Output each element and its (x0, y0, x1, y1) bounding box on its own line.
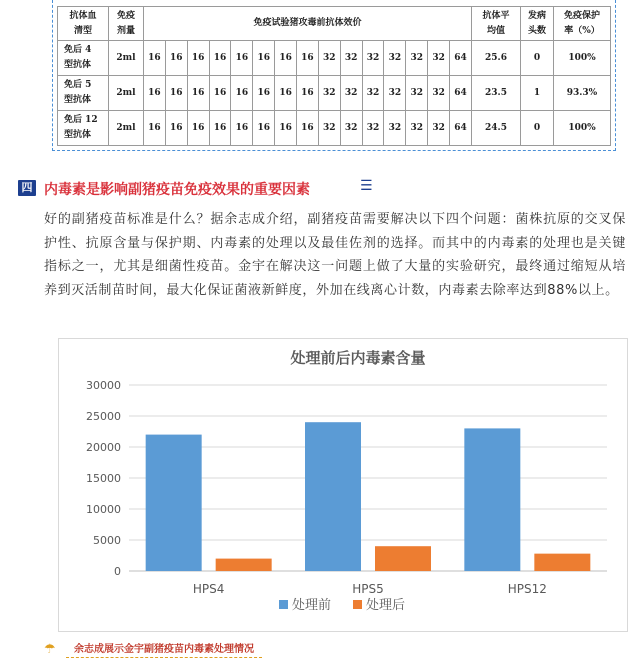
header-avg: 抗体平 均值 (472, 7, 521, 41)
table-header-row (58, 7, 611, 41)
x-tick-label: HPS5 (352, 582, 384, 596)
titer-cell: 64 (450, 111, 472, 146)
titer-cell: 16 (297, 111, 319, 146)
row-sick-count: 0 (521, 111, 554, 146)
legend-swatch (279, 600, 288, 609)
row-sick-count: 0 (521, 41, 554, 76)
titer-cell: 16 (187, 111, 209, 146)
titer-cell: 32 (318, 41, 340, 76)
row-dose: 2ml (109, 41, 144, 76)
list-icon: ☰ (360, 178, 373, 194)
chart-svg (59, 339, 627, 631)
titer-cell: 32 (406, 111, 428, 146)
titer-cell: 16 (187, 76, 209, 111)
titer-cell: 16 (144, 41, 166, 76)
chart-title: 处理前后内毒素含量 (290, 349, 426, 367)
titer-cell: 16 (144, 111, 166, 146)
header-titer: 免疫试验猪攻毒前抗体效价 (144, 7, 472, 41)
titer-cell: 32 (384, 76, 406, 111)
titer-cell: 32 (406, 41, 428, 76)
row-dose: 2ml (109, 76, 144, 111)
titer-cell: 16 (209, 76, 231, 111)
titer-cell: 32 (340, 41, 362, 76)
header-rate: 免疫保护 率（%） (554, 7, 611, 41)
image-caption: 余志成展示金宇副猪疫苗内毒素处理情况 (66, 638, 262, 658)
table-row (58, 76, 611, 111)
table-row (58, 41, 611, 76)
titer-cell: 32 (406, 76, 428, 111)
bar (375, 546, 431, 571)
titer-cell: 32 (340, 76, 362, 111)
titer-cell: 32 (318, 111, 340, 146)
y-tick-label: 20000 (86, 441, 121, 454)
row-group-name: 免后 12 型抗体 (58, 111, 109, 146)
header-sick: 发病 头数 (521, 7, 554, 41)
titer-cell: 16 (253, 76, 275, 111)
titer-cell: 16 (275, 76, 297, 111)
titer-cell: 64 (450, 76, 472, 111)
titer-cell: 32 (362, 111, 384, 146)
titer-cell: 32 (362, 76, 384, 111)
titer-cell: 32 (318, 76, 340, 111)
titer-cell: 16 (253, 41, 275, 76)
umbrella-icon: ☂ (44, 642, 56, 657)
antibody-table-frame (52, 0, 616, 151)
antibody-titer-table (57, 6, 611, 146)
section-title: 内毒素是影响副猪疫苗免疫效果的重要因素 (44, 182, 310, 198)
titer-cell: 16 (209, 111, 231, 146)
endotoxin-chart (58, 338, 628, 632)
titer-cell: 32 (362, 41, 384, 76)
body-paragraph: 好的副猪疫苗标准是什么？据余志成介绍，副猪疫苗需要解决以下四个问题：菌株抗原的交叉保护性、抗原含量与保护期、内毒素的处理以及最佳佐剂的选择。而其中的内毒素的处理也是关键指标之一，尤其是细菌性疫苗。金宇在解决这一问题上做了大量的实验研究，最终通过缩短从培养到灭活制苗时间，最大化保证菌液新鲜度，外加在线离心计数，内毒素去除率达到88%以上。 (44, 212, 626, 298)
titer-cell: 16 (165, 41, 187, 76)
titer-cell: 16 (209, 41, 231, 76)
row-protection-rate: 93.3% (554, 76, 611, 111)
row-group-name: 免后 4 型抗体 (58, 41, 109, 76)
titer-cell: 32 (428, 111, 450, 146)
titer-cell: 16 (297, 41, 319, 76)
bar (146, 435, 202, 571)
y-tick-label: 30000 (86, 379, 121, 392)
row-average: 25.6 (472, 41, 521, 76)
row-group-name: 免后 5 型抗体 (58, 76, 109, 111)
titer-cell: 32 (340, 111, 362, 146)
legend-label: 处理后 (366, 598, 406, 613)
section-number-badge: 四 (18, 180, 36, 196)
x-tick-label: HPS12 (507, 582, 547, 596)
header-group: 抗体血 清型 (58, 7, 109, 41)
row-dose: 2ml (109, 111, 144, 146)
titer-cell: 16 (231, 111, 253, 146)
legend-swatch (353, 600, 362, 609)
titer-cell: 32 (384, 111, 406, 146)
titer-cell: 32 (428, 76, 450, 111)
titer-cell: 16 (187, 41, 209, 76)
titer-cell: 16 (144, 76, 166, 111)
y-tick-label: 25000 (86, 410, 121, 423)
titer-cell: 16 (231, 76, 253, 111)
titer-cell: 32 (384, 41, 406, 76)
titer-cell: 16 (165, 76, 187, 111)
legend-label: 处理前 (292, 598, 332, 613)
bar (464, 428, 520, 571)
y-tick-label: 5000 (93, 534, 121, 547)
titer-cell: 64 (450, 41, 472, 76)
titer-cell: 16 (275, 111, 297, 146)
titer-cell: 16 (165, 111, 187, 146)
table-row (58, 111, 611, 146)
row-protection-rate: 100% (554, 41, 611, 76)
y-tick-label: 0 (114, 565, 121, 578)
x-tick-label: HPS4 (192, 582, 225, 596)
titer-cell: 16 (231, 41, 253, 76)
row-average: 24.5 (472, 111, 521, 146)
titer-cell: 16 (297, 76, 319, 111)
header-dose: 免疫 剂量 (109, 7, 144, 41)
row-sick-count: 1 (521, 76, 554, 111)
titer-cell: 32 (428, 41, 450, 76)
bar (305, 422, 361, 571)
titer-cell: 16 (275, 41, 297, 76)
titer-cell: 16 (253, 111, 275, 146)
y-tick-label: 15000 (86, 472, 121, 485)
row-protection-rate: 100% (554, 111, 611, 146)
bar (216, 559, 272, 571)
y-tick-label: 10000 (86, 503, 121, 516)
row-average: 23.5 (472, 76, 521, 111)
bar (534, 554, 590, 571)
